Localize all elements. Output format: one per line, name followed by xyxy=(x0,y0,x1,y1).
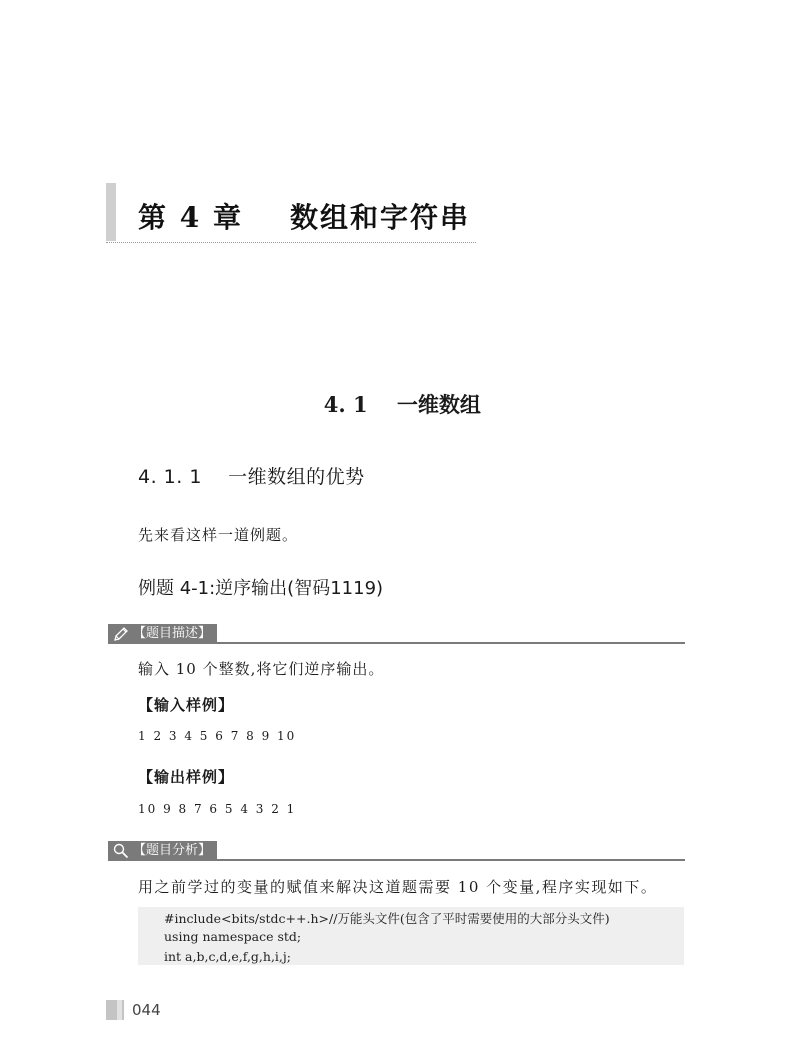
example-title: 例题 4-1:逆序输出(智码1119) xyxy=(138,578,384,599)
code-line-2: using namespace std; xyxy=(164,929,302,944)
chapter-divider xyxy=(106,242,476,243)
sample-input-label: 【输入样例】 xyxy=(138,696,235,714)
problem-description-label: 【题目描述】 xyxy=(133,626,212,641)
problem-description-tag xyxy=(108,624,217,644)
page-number: 044 xyxy=(132,1001,161,1019)
problem-description-header xyxy=(108,624,685,644)
subsection-title: 4. 1. 1 一维数组的优势 xyxy=(138,466,365,488)
sample-output-value: 10 9 8 7 6 5 4 3 2 1 xyxy=(138,802,297,816)
problem-analysis-text: 用之前学过的变量的赋值来解决这道题需要 10 个变量,程序实现如下。 xyxy=(138,878,658,896)
pencil-icon xyxy=(112,625,130,643)
sample-input-value: 1 2 3 4 5 6 7 8 9 10 xyxy=(138,729,297,743)
sample-output-label: 【输出样例】 xyxy=(138,768,235,786)
magnifier-icon xyxy=(112,842,130,860)
code-line-3: int a,b,c,d,e,f,g,h,i,j; xyxy=(164,949,291,964)
intro-paragraph: 先来看这样一道例题。 xyxy=(138,526,299,544)
code-line-1: #include<bits/stdc++.h>//万能头文件(包含了平时需要使用的大部分头文件) xyxy=(164,911,610,926)
problem-description-text: 输入 10 个整数,将它们逆序输出。 xyxy=(138,660,385,678)
page-number-marker-accent xyxy=(117,1000,122,1020)
section-title xyxy=(0,364,790,419)
problem-analysis-tag xyxy=(108,841,217,861)
chapter-title: 第 4 章 数组和字符串 xyxy=(138,201,470,234)
code-block xyxy=(138,907,684,965)
chapter-accent-bar xyxy=(106,183,116,241)
problem-analysis-header xyxy=(108,841,685,861)
section-title-text: 4. 1 一维数组 xyxy=(323,392,481,417)
problem-analysis-label: 【题目分析】 xyxy=(133,843,212,858)
